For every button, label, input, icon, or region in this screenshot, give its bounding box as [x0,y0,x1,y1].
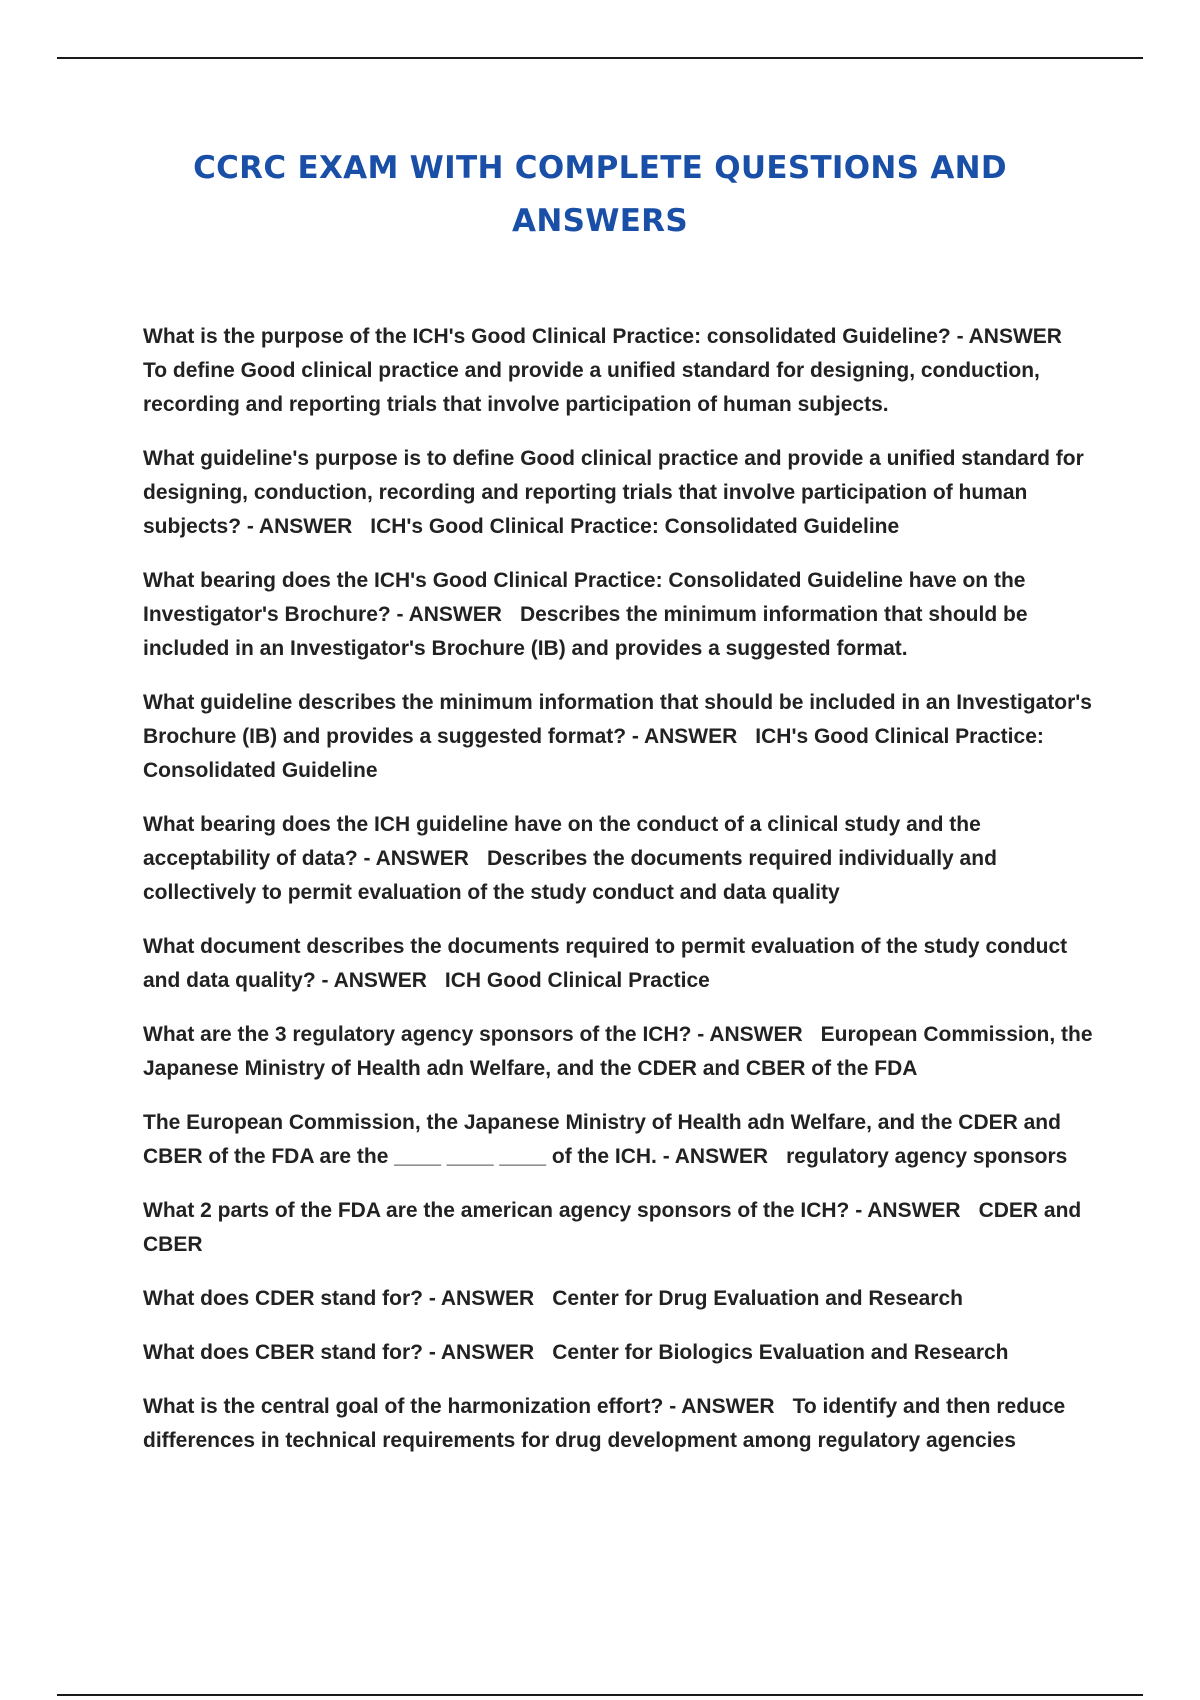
question-text: The European Commission, the Japanese Ministry of Health adn Welfare, and the CDER and CBER of the FDA are the ____ ____ ____ of the ICH. - ANSWER [143,1111,1061,1168]
question-text: What does CBER stand for? - ANSWER [143,1341,535,1364]
qa-item [143,564,1093,666]
question-text: What guideline's purpose is to define Good clinical practice and provide a unified standard for designing, conduction, recording and reporting trials that involve participation of human subjects? - ANSWER [143,447,1084,538]
qa-item [143,320,1093,422]
question-text: What does CDER stand for? - ANSWER [143,1287,535,1310]
answer-text: ICH Good Clinical Practice [444,969,710,992]
question-text: What bearing does the ICH's Good Clinical Practice: Consolidated Guideline have on the Investigator's Brochure? - ANSWER [143,569,1026,626]
question-text: What guideline describes the minimum information that should be included in an Investigator's Brochure (IB) and provides a suggested format? - ANSWER [143,691,1092,748]
qa-item [143,930,1093,998]
question-text: What is the purpose of the ICH's Good Clinical Practice: consolidated Guideline? - ANSWER [143,325,1062,348]
question-text: What are the 3 regulatory agency sponsors of the ICH? - ANSWER [143,1023,803,1046]
answer-text: regulatory agency sponsors [786,1145,1068,1168]
question-text: What is the central goal of the harmonization effort? - ANSWER [143,1395,775,1418]
qa-item [143,1390,1093,1458]
answer-text: Describes the minimum information that should be included in an Investigator's Brochure (IB) and provides a suggested format. [143,603,1028,660]
answer-text: CDER and CBER [143,1199,1082,1256]
question-text: What bearing does the ICH guideline have on the conduct of a clinical study and the acceptability of data? - ANSWER [143,813,981,870]
qa-item [143,1282,1093,1316]
answer-text: ICH's Good Clinical Practice: Consolidated Guideline [370,515,900,538]
answer-text: Center for Biologics Evaluation and Research [552,1341,1009,1364]
question-text: What 2 parts of the FDA are the american agency sponsors of the ICH? - ANSWER [143,1199,961,1222]
answer-text: To identify and then reduce differences in technical requirements for drug development among regulatory agencies [143,1395,1066,1452]
answer-text: To define Good clinical practice and provide a unified standard for designing, conduction, recording and reporting trials that involve participation of human subjects. [143,359,1040,416]
qa-item [143,1018,1093,1086]
qa-item [143,1106,1093,1174]
answer-text: Describes the documents required individually and collectively to permit evaluation of the study conduct and data quality [143,847,997,904]
question-text: What document describes the documents required to permit evaluation of the study conduct and data quality? - ANSWER [143,935,1068,992]
document-title: CCRC EXAM WITH COMPLETE QUESTIONS AND ANSWERS [193,150,1007,239]
answer-text: Center for Drug Evaluation and Research [552,1287,963,1310]
answer-text: European Commission, the Japanese Ministry of Health adn Welfare, and the CDER and CBER of the FDA [143,1023,1093,1080]
qa-item [143,1336,1093,1370]
qa-item [143,686,1093,788]
qa-item [143,1194,1093,1262]
bottom-divider [57,1694,1143,1696]
answer-text: ICH's Good Clinical Practice: Consolidated Guideline [143,725,1044,782]
qa-item [143,442,1093,544]
qa-list [143,320,1093,1478]
top-divider [57,57,1143,59]
qa-item [143,808,1093,910]
